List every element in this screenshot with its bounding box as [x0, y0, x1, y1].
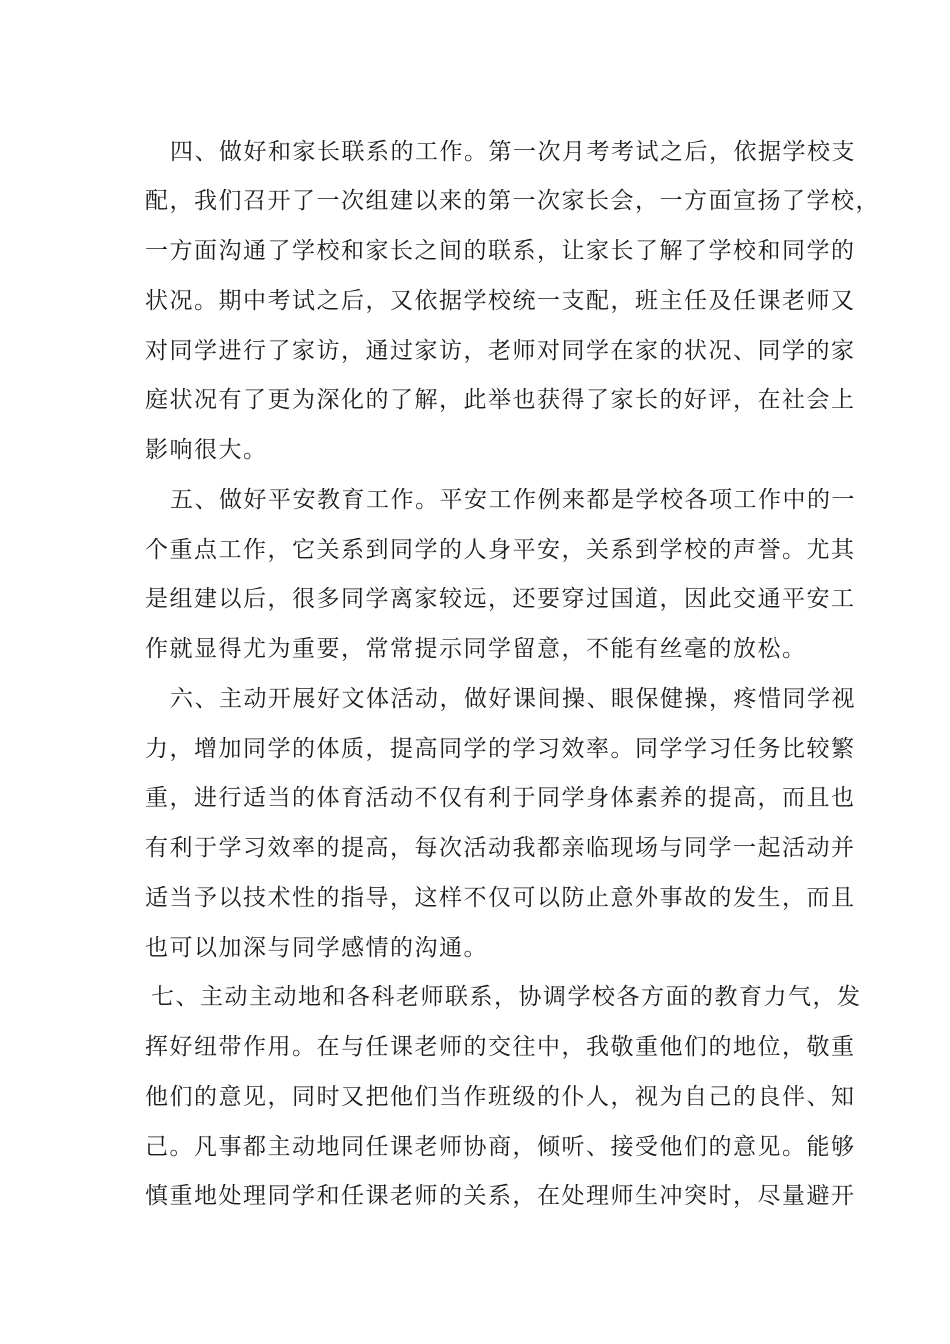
paragraph-4-line-3: 一方面沟通了学校和家长之间的联系，让家长了解了学校和同学的: [145, 238, 856, 264]
paragraph-4-line-6: 庭状况有了更为深化的了解，此举也获得了家长的好评，在社会上: [145, 387, 856, 413]
paragraph-4-line-7: 影响很大。: [145, 437, 268, 463]
paragraph-4-line-2: 配，我们召开了一次组建以来的第一次家长会，一方面宣扬了学校，: [145, 188, 880, 214]
paragraph-6-line-3: 重，进行适当的体育活动不仅有利于同学身体素养的提高，而且也: [145, 785, 856, 811]
paragraph-5-line-3: 是组建以后，很多同学离家较远，还要穿过国道，因此交通平安工: [145, 586, 856, 612]
paragraph-5-line-4: 作就显得尤为重要，常常提示同学留意，不能有丝毫的放松。: [145, 636, 807, 662]
paragraph-7-line-1: 七、主动主动地和各科老师联系，协调学校各方面的教育力气，发: [151, 984, 862, 1010]
paragraph-4-line-4: 状况。期中考试之后，又依据学校统一支配，班主任及任课老师又: [145, 288, 856, 314]
paragraph-5-line-1: 五、做好平安教育工作。平安工作例来都是学校各项工作中的一: [170, 487, 856, 513]
paragraph-7-line-3: 他们的意见，同时又把他们当作班级的仆人，视为自己的良伴、知: [145, 1084, 856, 1110]
paragraph-6-line-4: 有利于学习效率的提高，每次活动我都亲临现场与同学一起活动并: [145, 835, 856, 861]
paragraph-6-line-6: 也可以加深与同学感情的沟通。: [145, 935, 488, 961]
paragraph-7-line-4: 己。凡事都主动地同任课老师协商，倾听、接受他们的意见。能够: [145, 1134, 856, 1160]
paragraph-4-line-5: 对同学进行了家访，通过家访，老师对同学在家的状况、同学的家: [145, 338, 856, 364]
paragraph-7-line-5: 慎重地处理同学和任课老师的关系，在处理师生冲突时，尽量避开: [145, 1183, 856, 1209]
paragraph-6-line-1: 六、主动开展好文体活动，做好课间操、眼保健操，疼惜同学视: [170, 686, 856, 712]
paragraph-4-line-1: 四、做好和家长联系的工作。第一次月考考试之后，依据学校支: [170, 139, 856, 165]
paragraph-6-line-2: 力，增加同学的体质，提高同学的学习效率。同学学习任务比较繁: [145, 736, 856, 762]
paragraph-7-line-2: 挥好纽带作用。在与任课老师的交往中，我敬重他们的地位，敬重: [145, 1034, 856, 1060]
paragraph-5-line-2: 个重点工作，它关系到同学的人身平安，关系到学校的声誉。尤其: [145, 537, 856, 563]
paragraph-6-line-5: 适当予以技术性的指导，这样不仅可以防止意外事故的发生，而且: [145, 885, 856, 911]
